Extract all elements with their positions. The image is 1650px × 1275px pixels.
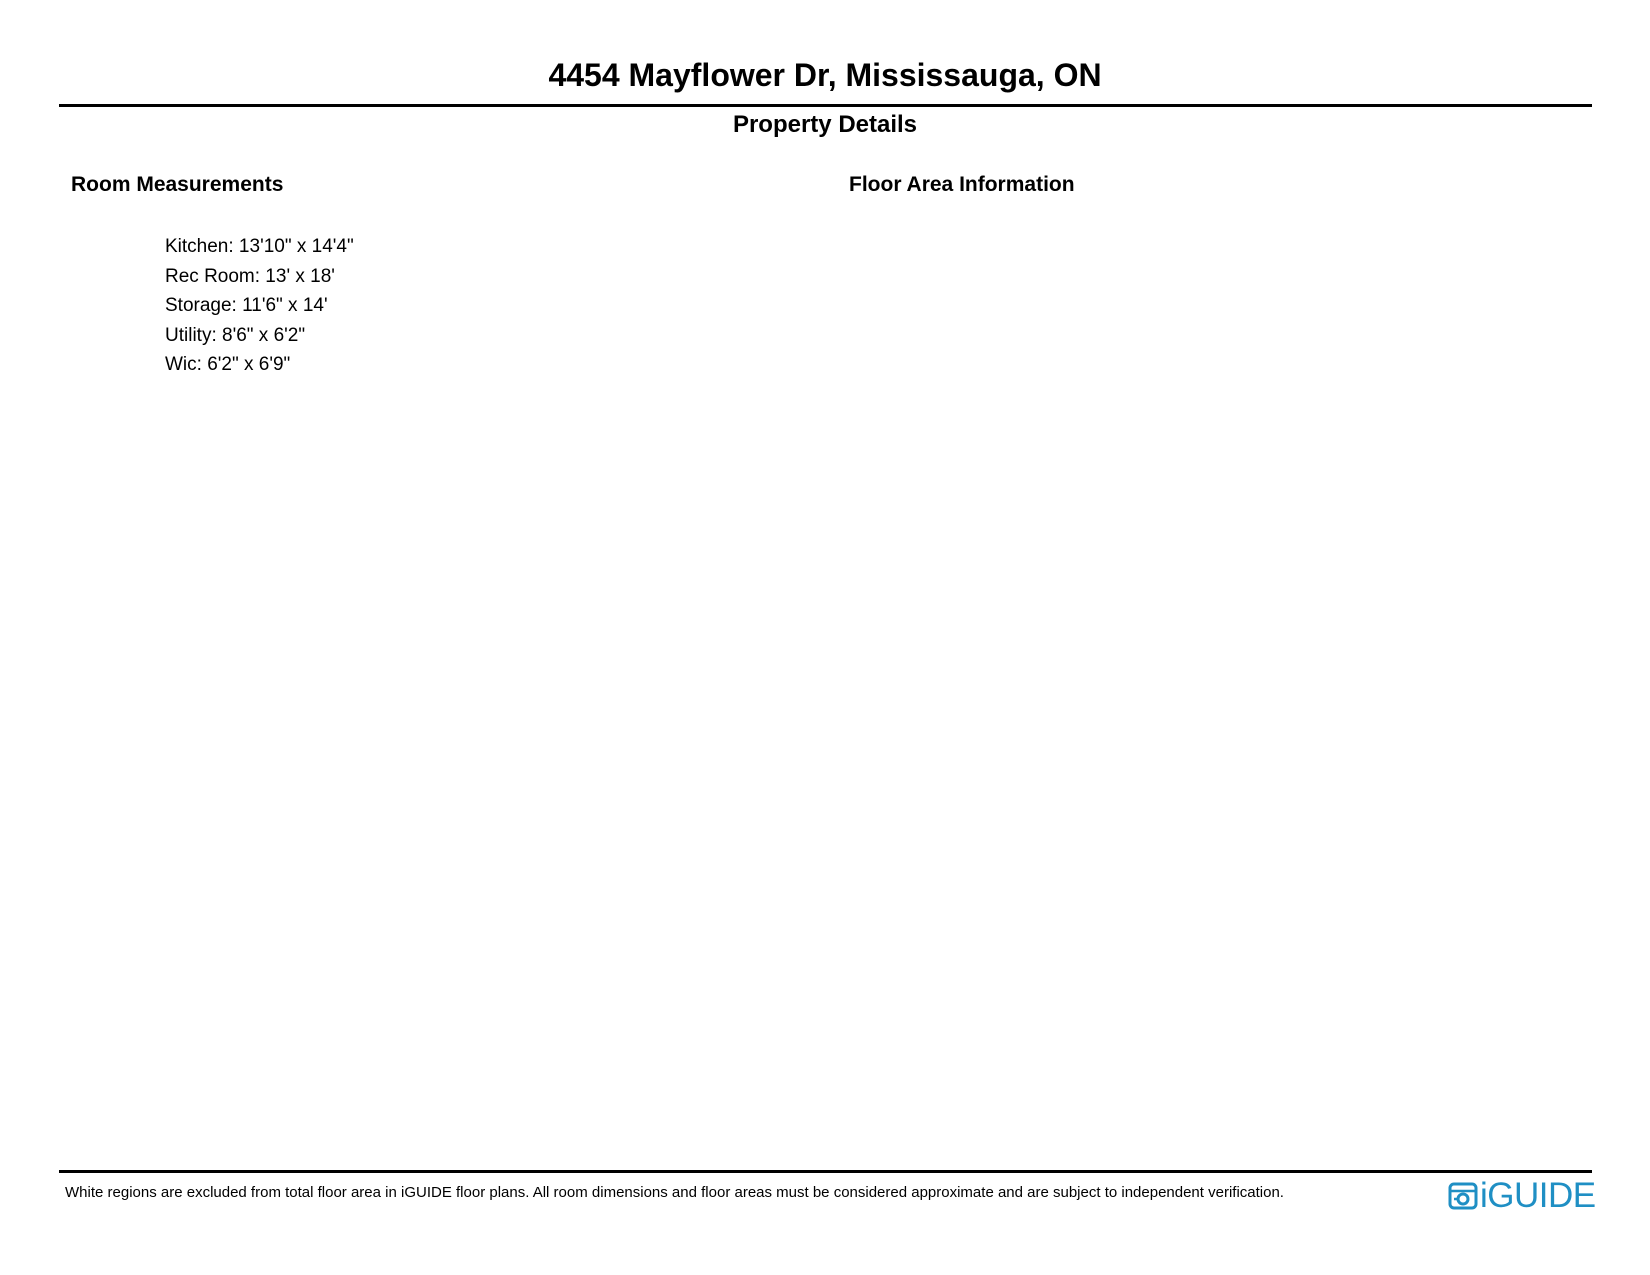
header-divider: [59, 104, 1592, 107]
floor-area-heading: Floor Area Information: [849, 173, 1075, 196]
brand-name: iGUIDE: [1480, 1176, 1596, 1215]
list-item: Storage: 11'6" x 14': [165, 295, 328, 316]
camera-icon: [1448, 1182, 1478, 1210]
list-item: Wic: 6'2" x 6'9": [165, 354, 291, 375]
list-item: Rec Room: 13' x 18': [165, 265, 335, 287]
iguide-logo: [1448, 1178, 1596, 1214]
list-item: Kitchen: 13'10" x 14'4": [165, 236, 354, 257]
page-title: 4454 Mayflower Dr, Mississauga, ON: [548, 57, 1102, 93]
footer-disclaimer: White regions are excluded from total floor area in iGUIDE floor plans. All room dimensions and floor areas must be considered approximate and are subject to independent verification.: [65, 1184, 1284, 1201]
room-measurements-list: [165, 232, 354, 380]
footer-divider: [59, 1170, 1592, 1173]
page-subtitle: Property Details: [732, 111, 918, 138]
room-measurements-heading: Room Measurements: [71, 173, 284, 196]
list-item: Utility: 8'6" x 6'2": [165, 324, 306, 346]
